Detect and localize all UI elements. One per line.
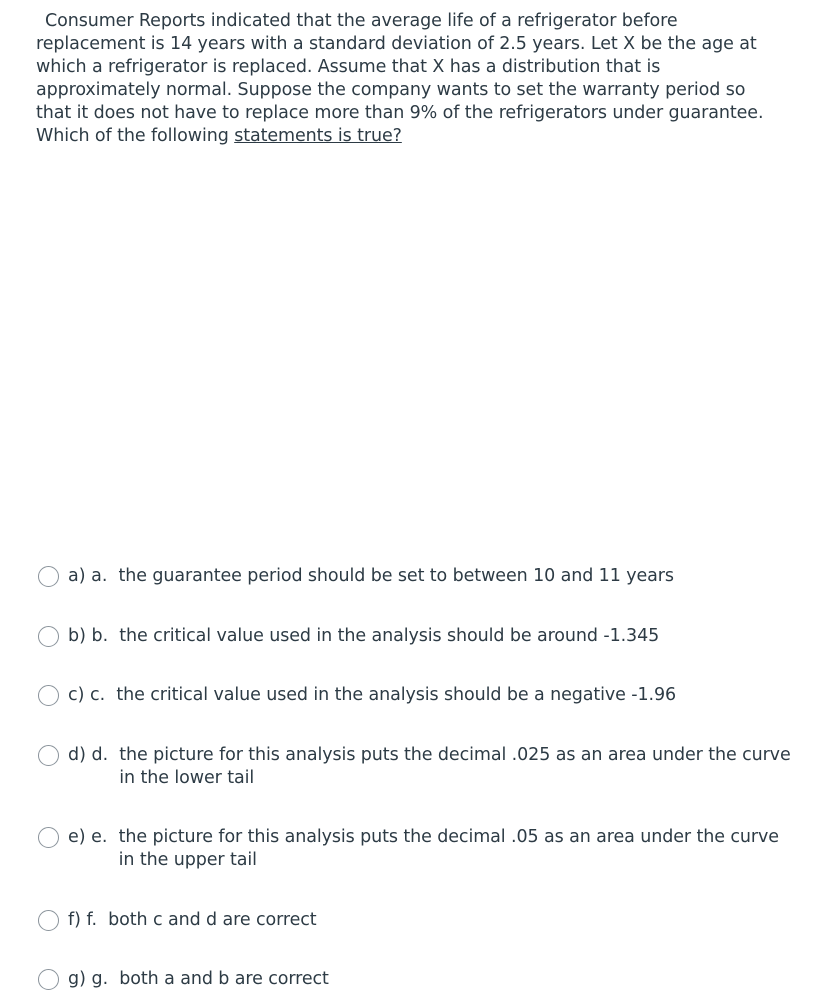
answer-text-d: the picture for this analysis puts the decimal .025 as an area under the curve in the lower tail: [119, 745, 791, 788]
radio-button-f[interactable]: [38, 910, 59, 931]
answer-text-a: the guarantee period should be set to between 10 and 11 years: [118, 566, 674, 586]
question-body: Consumer Reports indicated that the average life of a refrigerator before replacement is 14 years with a standard deviation of 2.5 years. Let X be the age at which a refrigerator is replaced. Assume that X has a distribution that is approximately normal. Suppose the company wants to set the warranty period so that it does not have to replace more than 9% of the refrigerators under guarantee. Which of the following: [36, 11, 764, 146]
radio-button-b[interactable]: [38, 626, 59, 647]
answer-prefix-a: a) a.: [68, 566, 119, 586]
answer-text-b: the critical value used in the analysis should be around -1.345: [119, 626, 660, 646]
answer-text-f: both c and d are correct: [108, 910, 317, 930]
answer-option-d[interactable]: [38, 744, 798, 790]
answer-prefix-f: f) f.: [68, 910, 109, 930]
question-text: [36, 10, 776, 148]
answer-prefix-e: e) e.: [68, 827, 119, 847]
answer-option-b[interactable]: [38, 625, 798, 648]
answer-prefix-g: g) g.: [68, 969, 120, 989]
answer-option-c[interactable]: [38, 684, 798, 707]
answer-prefix-b: b) b.: [68, 626, 120, 646]
radio-button-g[interactable]: [38, 969, 59, 990]
answer-text-e: the picture for this analysis puts the decimal .05 as an area under the curve in the upper tail: [118, 827, 779, 870]
answer-option-a[interactable]: [38, 565, 798, 588]
radio-button-a[interactable]: [38, 566, 59, 587]
radio-button-d[interactable]: [38, 745, 59, 766]
radio-button-c[interactable]: [38, 685, 59, 706]
answer-text-c: the critical value used in the analysis should be a negative -1.96: [116, 685, 677, 705]
question-underlined-phrase: statements is true?: [234, 126, 402, 146]
answer-text-g: both a and b are correct: [119, 969, 329, 989]
radio-button-e[interactable]: [38, 827, 59, 848]
answer-option-f[interactable]: [38, 909, 798, 932]
answer-prefix-d: d) d.: [68, 745, 120, 765]
answer-option-g[interactable]: [38, 968, 798, 991]
answer-option-e[interactable]: [38, 826, 798, 872]
answer-prefix-c: c) c.: [68, 685, 117, 705]
